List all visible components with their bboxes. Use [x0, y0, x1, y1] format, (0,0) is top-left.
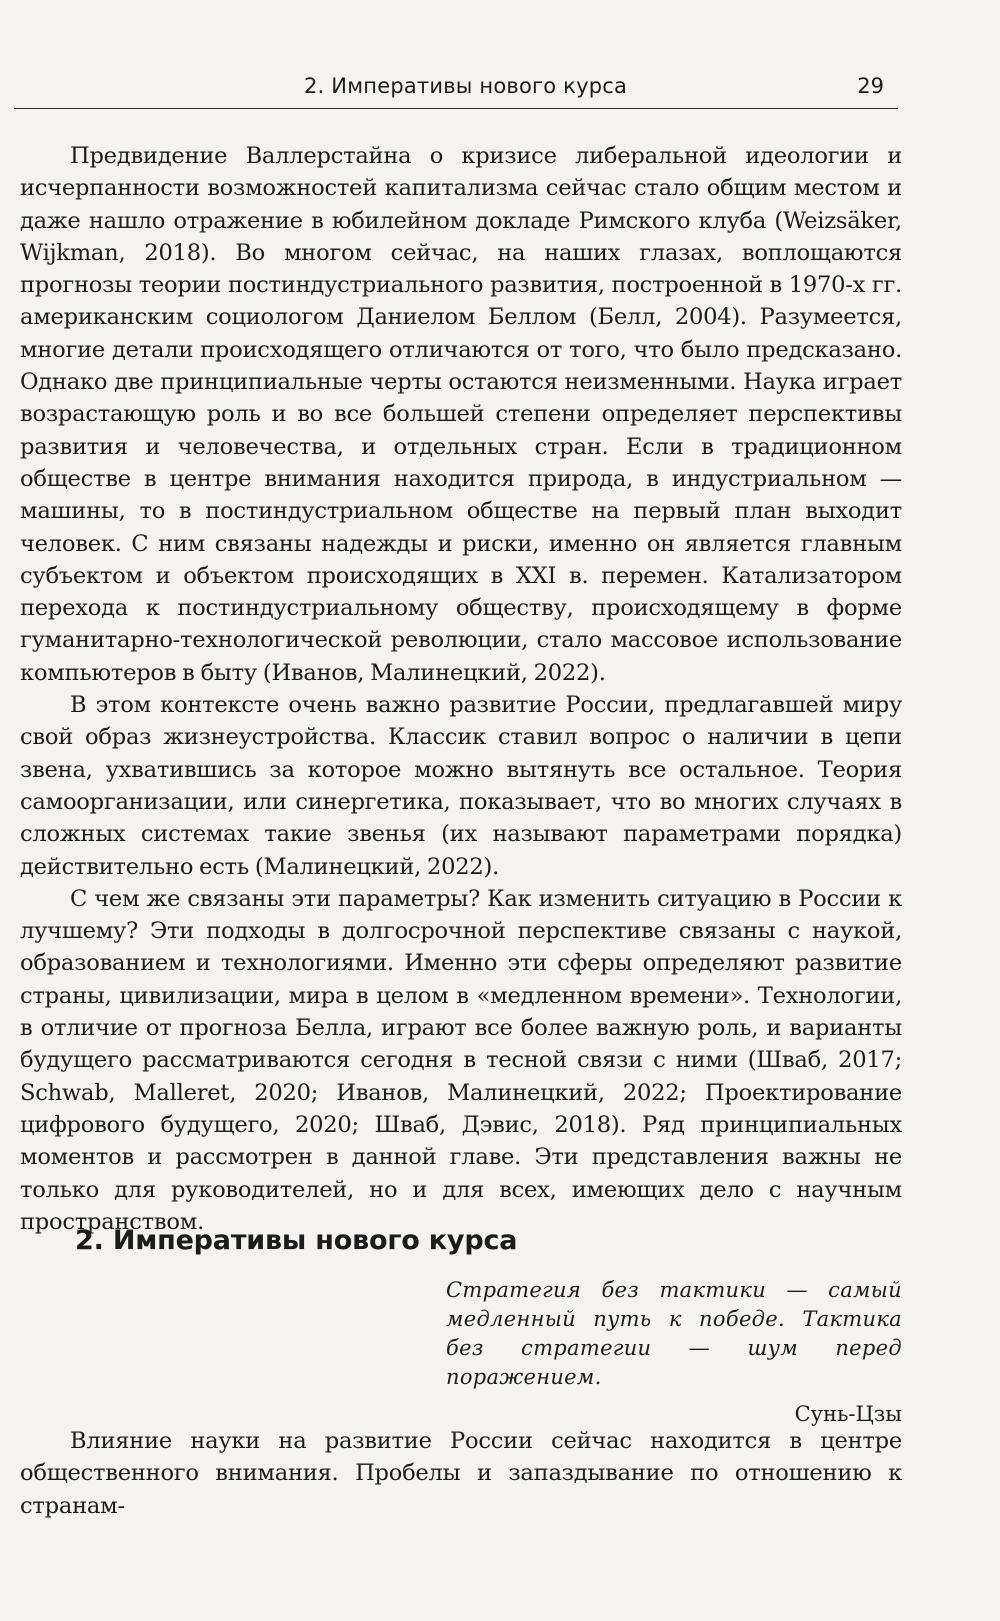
epigraph-author: Сунь-Цзы — [794, 1402, 902, 1426]
paragraph-2: В этом контексте очень важно развитие России, предлагавшей миру свой образ жизнеустройства. Классик ставил вопрос о наличии в цепи звена, ухватившись за которое можно вытянуть все остальное. Теория самоорганизации, или синергетика, показывает, что во многих случаях в сложных системах такие звенья (их называют параметрами порядка) действительно есть (Малинецкий, 2022). — [20, 692, 902, 880]
epigraph — [446, 1276, 902, 1426]
section-body — [20, 1425, 902, 1522]
paragraph-3: С чем же связаны эти параметры? Как изменить ситуацию в России к лучшему? Эти подходы в долгосрочной перспективе связаны с наукой, образованием и технологиями. Именно эти сферы определяют развитие страны, цивилизации, мира в целом в «медленном времени». Технологии, в отличие от прогноза Белла, играют все более важную роль, и варианты будущего рассматриваются сегодня в тесной связи с ними (Шваб, 2017; Schwab, Malleret, 2020; Иванов, Малинецкий, 2022; Проектирование цифрового будущего, 2020; Шваб, Дэвис, 2018). Ряд принципиальных моментов и рассмотрен в данной главе. Эти представления важны не только для руководителей, но и для всех, имеющих дело с научным пространством. — [20, 885, 902, 1235]
running-header — [14, 68, 898, 109]
section-heading: 2. Императивы нового курса — [75, 1225, 518, 1256]
epigraph-quote: Стратегия без тактики — самый медленный путь к победе. Тактика без стратегии — шум перед поражением. — [446, 1278, 902, 1389]
running-header-title: 2. Императивы нового курса — [304, 74, 628, 98]
section-paragraph-1: Влияние науки на развитие России сейчас находится в центре общественного внимания. Пробелы и запаздывание по отношению к странам- — [20, 1428, 902, 1519]
paragraph-1: Предвидение Валлерстайна о кризисе либеральной идеологии и исчерпанности возможностей капитализма сейчас стало общим местом и даже нашло отражение в юбилейном докладе Римского клуба (Weizsäker, Wijkman, 2018). Во многом сейчас, на наших глазах, воплощаются прогнозы теории постиндустриального развития, построенной в 1970-х гг. американским социологом Даниелом Беллом (Белл, 2004). Разумеется, многие детали происходящего отличаются от того, что было предсказано. Однако две принципиальные черты остаются неизменными. Наука играет возрастающую роль и во все большей степени определяет перспективы развития и человечества, и отдельных стран. Если в традиционном обществе в центре внимания находится природа, в индустриальном — машины, то в постиндустриальном обществе на первый план выходит человек. С ним связаны надежды и риски, именно он является главным субъектом и объектом происходящих в XXI в. перемен. Катализатором перехода к постиндустриальному обществу, происходящему в форме гуманитарно-технологической революции, стало массовое использование компьютеров в быту (Иванов, Малинецкий, 2022). — [20, 143, 902, 686]
body-text — [20, 140, 902, 1238]
page-number: 29 — [857, 74, 884, 98]
